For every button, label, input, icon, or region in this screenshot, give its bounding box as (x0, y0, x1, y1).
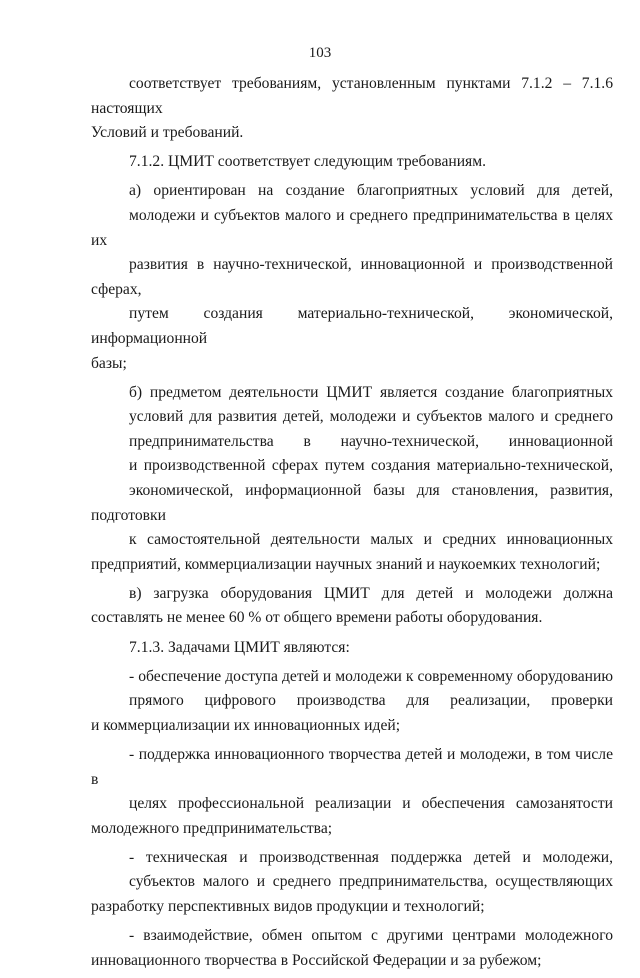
text-line: а) ориентирован на создание благоприятных условий для детей, (129, 182, 613, 200)
paragraph-task-3 (91, 846, 613, 920)
text-line: б) предметом деятельности ЦМИТ является создание благоприятных (129, 383, 613, 401)
text-line: условий для развития детей, молодежи и субъектов малого и среднего (129, 408, 613, 426)
paragraph-task-4 (91, 924, 613, 973)
document-body (91, 72, 613, 978)
paragraph-v (91, 582, 613, 631)
text-line: 7.1.3. Задачами ЦМИТ являются: (129, 638, 350, 656)
text-line: прямого цифрового производства для реализации, проверки (129, 692, 613, 710)
text-line: к самостоятельной деятельности малых и средних инновационных (129, 531, 613, 549)
paragraph-7-1-3 (91, 636, 613, 661)
text-line: путем создания материально-технической, экономической, информационной (91, 305, 613, 347)
text-line: предпринимательства в научно-технической, инновационной (129, 432, 613, 450)
text-line: соответствует требованиям, установленным пунктами 7.1.2 – 7.1.6 настоящих (91, 75, 613, 117)
text-line: - поддержка инновационного творчества детей и молодежи, в том числе в (91, 745, 613, 788)
paragraph-a (91, 179, 613, 376)
paragraph-task-2 (91, 743, 613, 841)
text-line: базы; (91, 354, 127, 372)
text-line: экономической, информационной базы для становления, развития, подготовки (91, 482, 613, 524)
text-line: и коммерциализации их инновационных идей; (91, 716, 401, 734)
text-line: молодежи и субъектов малого и среднего предпринимательства в целях их (91, 206, 613, 249)
text-line: и производственной сферах путем создания материально-технической, (129, 457, 613, 475)
page-number: 103 (308, 45, 332, 61)
text-line: Условий и требований. (91, 124, 244, 142)
text-line: составлять не менее 60 % от общего времени работы оборудования. (91, 609, 543, 627)
text-line: в) загрузка оборудования ЦМИТ для детей и молодежи должна (129, 584, 613, 602)
text-line: - обеспечение доступа детей и молодежи к современному оборудованию (129, 667, 613, 685)
paragraph-continuation (91, 72, 613, 146)
text-line: инновационного творчества в Российской Федерации и за рубежом; (91, 951, 542, 969)
text-line: - взаимодействие, обмен опытом с другими центрами молодежного (129, 927, 613, 945)
text-line: 7.1.2. ЦМИТ соответствует следующим требованиям. (129, 153, 486, 171)
text-line: целях профессиональной реализации и обеспечения самозанятости (129, 795, 613, 813)
text-line: разработку перспективных видов продукции и технологий; (91, 898, 485, 915)
paragraph-task-1 (91, 665, 613, 739)
text-line: предприятий, коммерциализации научных знаний и наукоемких технологий; (91, 555, 601, 573)
paragraph-b (91, 381, 613, 578)
text-line: - техническая и производственная поддержка детей и молодежи, (129, 848, 613, 866)
text-line: молодежного предпринимательства; (91, 819, 333, 837)
text-line: субъектов малого и среднего предпринимательства, осуществляющих (129, 873, 613, 891)
paragraph-7-1-2 (91, 150, 613, 175)
text-line: развития в научно-технической, инновационной и производственной сферах, (91, 256, 613, 298)
